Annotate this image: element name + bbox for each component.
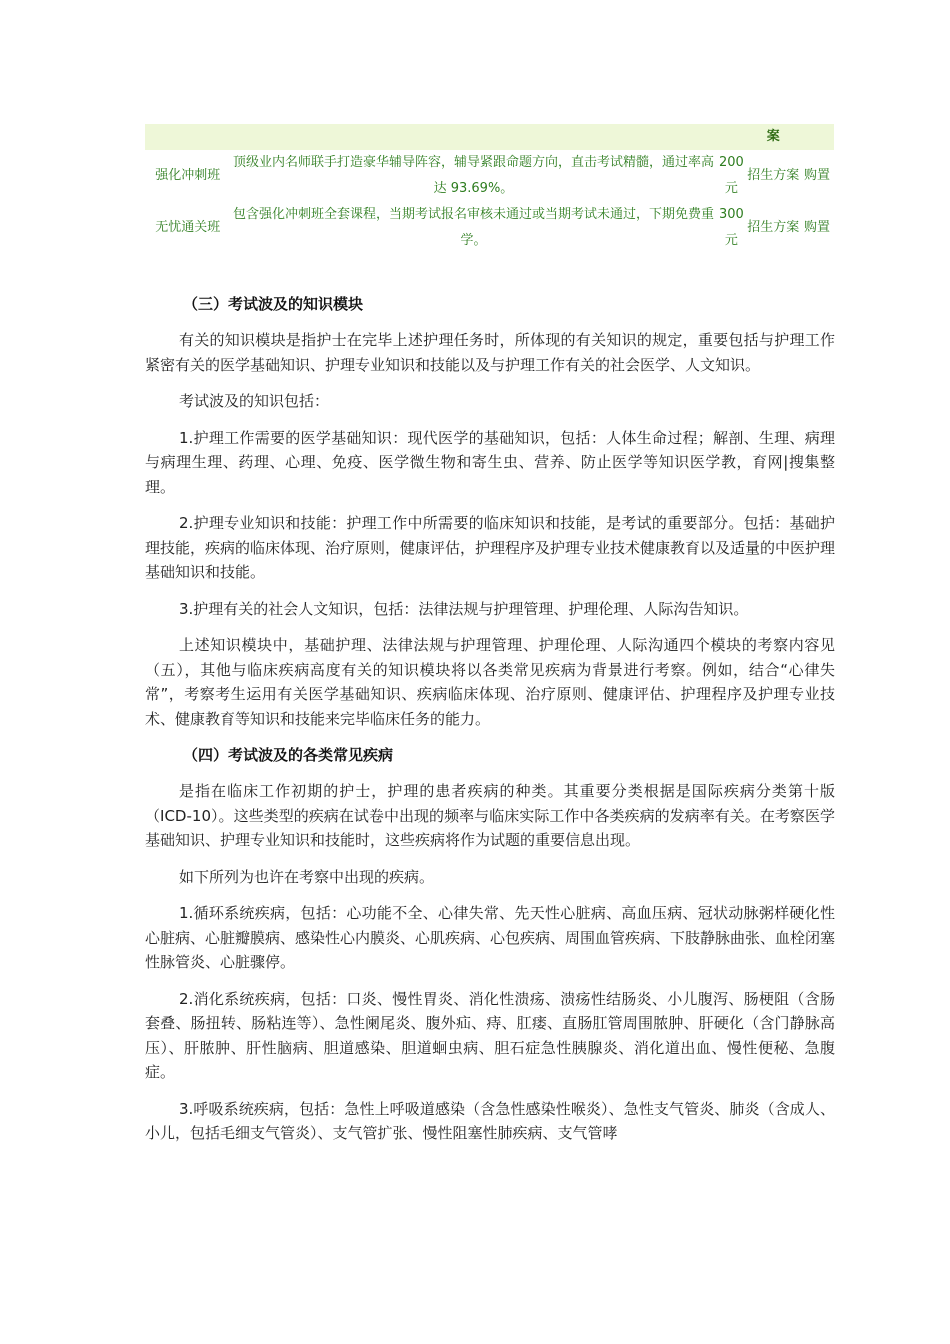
paragraph: 有关的知识模块是指护士在完毕上述护理任务时，所体现的有关知识的规定，重要包括与护理工作紧密有关的医学基础知识、护理专业知识和技能以及与护理工作有关的社会医学、人文知识。 (145, 331, 835, 374)
paragraph: 如下所列为也许在考察中出现的疾病。 (179, 867, 435, 886)
paragraph: 是指在临床工作初期的护士，护理的患者疾病的种类。其重要分类根据是国际疾病分类第十版（ICD-10）。这些类型的疾病在试卷中出现的频率与临床实际工作中各类疾病的发病率有关。在考察医学基础知识、护理专业知识和技能时，这些疾病将作为试题的重要信息出现。 (145, 782, 835, 849)
table-row (145, 202, 834, 254)
paragraph: 1.循环系统疾病，包括：心功能不全、心律失常、先天性心脏病、高血压病、冠状动脉粥样硬化性心脏病、心脏瓣膜病、感染性心内膜炎、心肌疾病、心包疾病、周围血管疾病、下肢静脉曲张、血栓闭塞性脉管炎、心脏骤停。 (145, 904, 836, 971)
course-name: 无忧通关班 (155, 220, 221, 235)
course-desc: 包含强化冲刺班全套课程，当期考试报名审核未通过或当期考试未通过，下期免费重学。 (232, 207, 714, 248)
paragraph: 1.护理工作需要的医学基础知识：现代医学的基础知识，包括：人体生命过程；解剖、生理、病理与病理生理、药理、心理、免疫、医学微生物和寄生虫、营养、防止医学等知识医学教，育网|搜集整理。 (145, 428, 835, 496)
course-price: 200元 (719, 155, 744, 196)
section-3-title: （三）考试波及的知识模块 (183, 295, 364, 313)
table-row (145, 150, 834, 202)
paragraph: 考试波及的知识包括： (179, 392, 330, 410)
course-price: 300元 (719, 207, 744, 248)
document-page (145, 124, 835, 1146)
enrollment-plan-link[interactable]: 招生方案 (747, 220, 800, 235)
enrollment-plan-link[interactable]: 招生方案 (747, 168, 800, 183)
paragraph: 3.呼吸系统疾病，包括：急性上呼吸道感染（含急性感染性喉炎）、急性支气管炎、肺炎（含成人、小儿，包括毛细支气管炎）、支气管扩张、慢性阻塞性肺疾病、支气管哮 (145, 1099, 835, 1142)
buy-link[interactable]: 购置 (804, 168, 831, 183)
table-header-row (145, 124, 834, 150)
paragraph: 上述知识模块中，基础护理、法律法规与护理管理、护理伦理、人际沟通四个模块的考察内容见（五），其他与临床疾病高度有关的知识模块将以各类常见疾病为背景进行考察。例如，结合“心律失常”，考察考生运用有关医学基础知识、疾病临床体现、治疗原则、健康评估、护理程序及护理专业技术、健康教育等知识和技能来完毕临床任务的能力。 (145, 636, 835, 728)
paragraph: 3.护理有关的社会人文知识，包括：法律法规与护理管理、护理伦理、人际沟告知识。 (179, 599, 749, 618)
table-header-cell: 案 (746, 124, 800, 150)
course-name: 强化冲刺班 (155, 168, 221, 183)
course-desc: 顶级业内名师联手打造豪华辅导阵容，辅导紧跟命题方向，直击考试精髓，通过率高达 93.69%。 (232, 155, 714, 196)
paragraph: 2.消化系统疾病，包括：口炎、慢性胃炎、消化性溃疡、溃疡性结肠炎、小儿腹泻、肠梗阻（含肠套叠、肠扭转、肠粘连等）、急性阑尾炎、腹外疝、痔、肛瘘、直肠肛管周围脓肿、肝硬化（含门静脉高压）、肝脓肿、肝性脑病、胆道感染、胆道蛔虫病、胆石症急性胰腺炎、消化道出血、慢性便秘、急腹症。 (145, 989, 835, 1081)
paragraph: 2.护理专业知识和技能：护理工作中所需要的临床知识和技能，是考试的重要部分。包括：基础护理技能，疾病的临床体现、治疗原则，健康评估，护理程序及护理专业技术健康教育以及适量的中医护理基础知识和技能。 (145, 514, 836, 581)
buy-link[interactable]: 购置 (804, 220, 831, 235)
section-4-title: （四）考试波及的各类常见疾病 (183, 746, 394, 764)
course-price-table (145, 124, 834, 254)
